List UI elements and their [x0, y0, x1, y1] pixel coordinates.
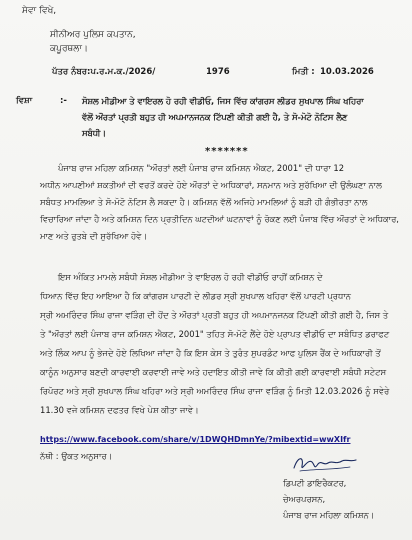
signatory-designation: ਡਿਪਟੀ ਡਾਇਰੈਕਟਰ, — [283, 478, 347, 488]
paragraph-2-line-1: ਇਸ ਅੰਕਿਤ ਮਾਮਲੇ ਸਬੰਧੀ ਸੋਸ਼ਲ ਮੀਡੀਆ ਤੇ ਵਾਇਰਲ ਹੋ ਰਹੀ ਵੀਡੀਓ ਰਾਹੀਂ ਕਮਿਸ਼ਨ ਦੇ — [58, 272, 323, 282]
paragraph-2-line-4: ਤੇ "ਔਰਤਾਂ ਲਈ ਪੰਜਾਬ ਰਾਜ ਕਮਿਸ਼ਨ ਐਕਟ, 2001" ਤਹਿਤ ਸੋ-ਮੋਟੋ ਲੈਂਦੇ ਹੋਏ ਪ੍ਰਾਪਤ ਵੀਡੀਓ ਦਾ ਸਬੰਧਿਤ ਡਰਾਫਟ — [40, 329, 390, 339]
letter-number: 1976 — [206, 67, 230, 77]
enclosure-note: ਨੱਥੀ : ਉਕਤ ਅਨੁਸਾਰ। — [40, 451, 113, 461]
paragraph-1-line-3: ਸਬੰਧਤ ਮਾਮਲਿਆ ਤੇ ਸੋ-ਮੋਟੋ ਨੋਟਿਸ ਲੈ ਸਕਦਾ ਹੈ। ਕਮਿਸ਼ਨ ਵੱਲੋਂ ਅਜਿਹੇ ਮਾਮਲਿਆਂ ਨੂੰ ਬੜੀ ਹੀ ਗੰਭੀਰਤਾ ਨਾਲ — [40, 197, 368, 207]
paragraph-2-line-7: ਰਿਪੋਰਟ ਅਤੇ ਸ੍ਰੀ ਸੁਖਪਾਲ ਸਿੰਘ ਖਹਿਰਾ ਅਤੇ ਸ੍ਰੀ ਅਮਰਿੰਦਰ ਸਿੰਘ ਰਾਜਾ ਵੜਿੰਗ ਨੂੰ ਮਿਤੀ 12.03.2026 ਨੂੰ ਸਵੇਰੇ — [40, 386, 390, 396]
subject-label: ਵਿਸ਼ਾ — [16, 96, 33, 106]
paragraph-2-line-5: ਅਤੇ ਲਿੰਕ ਆਪ ਨੂੰ ਭੇਜਦੇ ਹੋਏ ਲਿਖਿਆ ਜਾਂਦਾ ਹੈ ਕਿ ਇਸ ਕੇਸ ਤੇ ਤੁਰੰਤ ਸੁਪਰਡੰਟ ਆਫ ਪੁਲਿਸ ਰੈਂਕ ਦੇ ਅਧਿਕਾਰੀ ਤੋਂ — [40, 348, 381, 358]
facebook-video-link[interactable]: https://www.facebook.com/share/v/1DWQHDmnYe/?mibextid=wwXIfr — [40, 435, 351, 444]
signature — [290, 452, 360, 476]
paragraph-1-line-4: ਵਿਚਾਰਿਆ ਜਾਂਦਾ ਹੈ ਅਤੇ ਕਮਿਸ਼ਨ ਦਿਨ ਪ੍ਰਤੀਦਿਨ ਘਟਦੀਆਂ ਘਟਨਾਵਾਂ ਨੂੰ ਰੋਕਣ ਲਈ ਪੰਜਾਬ ਵਿੱਚ ਔਰਤਾਂ ਦੇ ਅਧਿਕਾਰ, — [40, 214, 399, 224]
subject-line-2: ਵੱਲੋਂ ਔਰਤਾਂ ਪ੍ਰਤੀ ਬਹੁਤ ਹੀ ਅਪਮਾਨਜਨਕ ਟਿੱਪਣੀ ਕੀਤੀ ਗਈ ਹੈ, ਤੇ ਸੋ-ਮੋਟੋ ਨੋਟਿਸ ਲੈਣ — [82, 112, 348, 122]
paragraph-2-line-2: ਧਿਆਨ ਵਿੱਚ ਇਹ ਆਇਆ ਹੈ ਕਿ ਕਾਂਗਰਸ ਪਾਰਟੀ ਦੇ ਲੀਡਰ ਸ੍ਰੀ ਸੁਖਪਾਲ ਖਹਿਰਾ ਵੱਲੋਂ ਪਾਰਟੀ ਪ੍ਰਧਾਨ — [40, 291, 351, 301]
subject-line-1: ਸੋਸ਼ਲ ਮੀਡੀਆ ਤੇ ਵਾਇਰਲ ਹੋ ਰਹੀ ਵੀਡੀਓ, ਜਿਸ ਵਿੱਚ ਕਾਂਗਰਸ ਲੀਡਰ ਸੁਖਪਾਲ ਸਿੰਘ ਖਹਿਰਾ — [82, 96, 364, 106]
paragraph-2-line-6: ਕਾਨੂੰਨ ਅਨੁਸਾਰ ਬਣਦੀ ਕਾਰਵਾਈ ਕਰਵਾਈ ਜਾਵੇ ਅਤੇ ਹਦਾਇਤ ਕੀਤੀ ਜਾਵੇ ਕਿ ਕੀਤੀ ਗਈ ਕਾਰਵਾਈ ਸਬੰਧੀ ਸਟੇਟਸ — [40, 367, 387, 377]
signatory-organization: ਪੰਜਾਬ ਰਾਜ ਮਹਿਲਾ ਕਮਿਸ਼ਨ। — [283, 510, 375, 520]
paragraph-1-line-1: ਪੰਜਾਬ ਰਾਜ ਮਹਿਲਾ ਕਮਿਸ਼ਨ "ਔਰਤਾਂ ਲਈ ਪੰਜਾਬ ਰਾਜ ਕਮਿਸ਼ਨ ਐਕਟ, 2001" ਦੀ ਧਾਰਾ 12 — [58, 163, 345, 173]
subject-line-3: ਸਬੰਧੀ। — [82, 128, 107, 138]
subject-colon: :- — [60, 96, 67, 106]
separator: ******* — [205, 146, 249, 157]
paragraph-1-line-5: ਮਾਣ ਅਤੇ ਰੁਤਬੇ ਦੀ ਸੁਰੱਖਿਆ ਹੋਵੇ। — [40, 231, 147, 241]
salutation: ਸੇਵਾ ਵਿਖੇ, — [22, 6, 57, 16]
paragraph-2-line-3: ਸ੍ਰੀ ਅਮਰਿੰਦਰ ਸਿੰਘ ਰਾਜਾ ਵੜਿੰਗ ਦੀ ਹੋਂਦ ਤੇ ਔਰਤਾਂ ਪ੍ਰਤੀ ਬਹੁਤ ਹੀ ਅਪਮਾਨਜਨਕ ਟਿੱਪਣੀ ਕੀਤੀ ਗਈ ਹੈ, ਜਿਸ ਤੇ — [40, 310, 389, 320]
letter-date: 10.03.2026 — [320, 67, 374, 77]
paragraph-1-line-2: ਅਧੀਨ ਆਪਣੀਆਂ ਸ਼ਕਤੀਆਂ ਦੀ ਵਰਤੋਂ ਕਰਦੇ ਹੋਏ ਔਰਤਾਂ ਦੇ ਅਧਿਕਾਰਾਂ, ਸਨਮਾਨ ਅਤੇ ਸੁਰੱਖਿਆ ਦੀ ਉਲੰਘਣਾ ਨਾਲ — [40, 180, 382, 190]
paragraph-2-line-8: 11.30 ਵਜੇ ਕਮਿਸ਼ਨ ਦਫਤਰ ਵਿਖੇ ਪੇਸ਼ ਕੀਤਾ ਜਾਵੇ। — [40, 405, 199, 415]
recipient-location: ਕਪੂਰਥਲਾ। — [50, 44, 88, 54]
signatory-office: ਚੇਅਰਪਰਸਨ, — [283, 494, 326, 504]
letter-number-label: ਪੱਤਰ ਨੰਬਰ:ਪ.ਰ.ਮ.ਕ./2026/ — [52, 67, 156, 77]
recipient-title: ਸੀਨੀਅਰ ਪੁਲਿਸ ਕਪਤਾਨ, — [50, 30, 136, 40]
date-label: ਮਿਤੀ : — [292, 67, 315, 77]
